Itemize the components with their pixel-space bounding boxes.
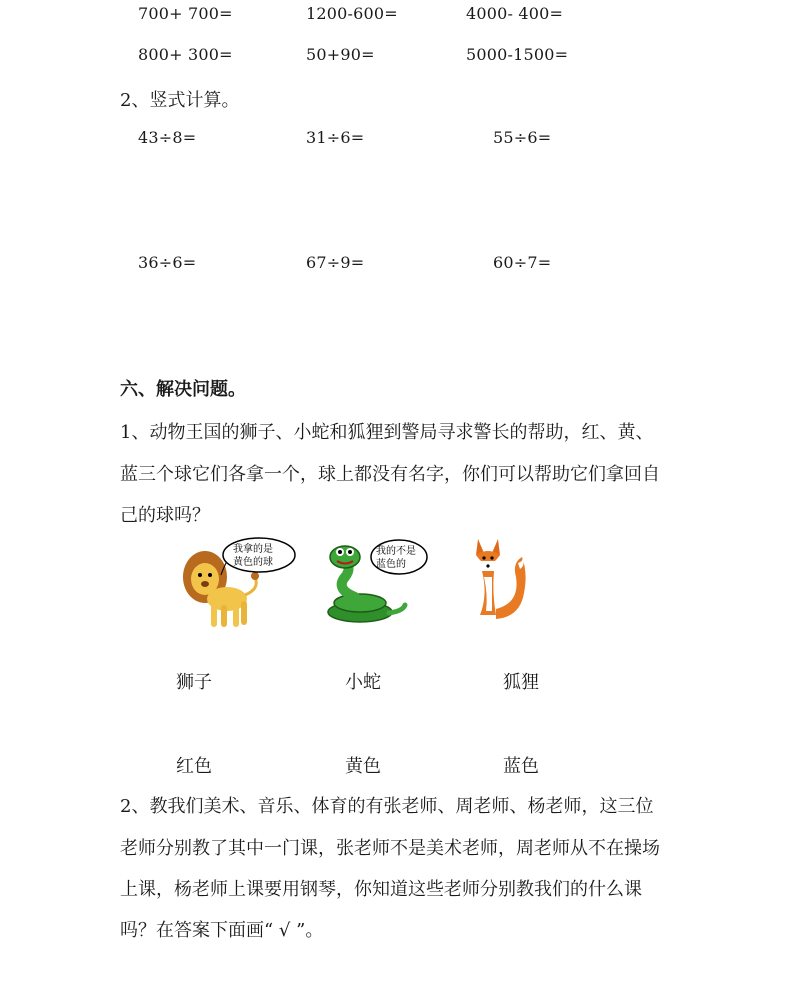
vertical-calc-2-2: 67÷9=	[306, 253, 365, 272]
vertical-calc-title: 2、竖式计算。	[120, 90, 240, 111]
color-yellow-label: 黄色	[345, 756, 381, 777]
animal-snake-label: 小蛇	[345, 672, 381, 693]
snake-speech	[376, 545, 416, 571]
vertical-calc-1-1: 43÷8=	[138, 128, 197, 147]
lion-speech-line-1: 我拿的是	[233, 544, 273, 555]
vertical-calc-2-3: 60÷7=	[493, 253, 552, 272]
oral-calc-2-2: 50+90=	[306, 45, 375, 64]
color-blue-label: 蓝色	[503, 756, 539, 777]
problem1-line-2: 蓝三个球它们各拿一个，球上都没有名字，你们可以帮助它们拿回自	[120, 464, 660, 485]
animal-fox-label: 狐狸	[503, 672, 539, 693]
vertical-calc-2-1: 36÷6=	[138, 253, 197, 272]
problem1-line-3: 己的球吗？	[120, 505, 210, 526]
animal-lion-label: 狮子	[176, 672, 212, 693]
snake-speech-line-1: 我的不是	[376, 546, 416, 557]
lion-speech	[233, 543, 273, 569]
color-red-label: 红色	[176, 756, 212, 777]
lion-speech-line-2: 黄色的球	[233, 557, 273, 568]
oral-calc-2-3: 5000-1500=	[466, 45, 569, 64]
oral-calc-1-3: 4000- 400=	[466, 4, 564, 23]
snake-illustration	[315, 537, 435, 632]
oral-calc-1-1: 700+ 700=	[138, 4, 233, 23]
oral-calc-2-1: 800+ 300=	[138, 45, 233, 64]
problem2-line-2: 老师分别教了其中一门课，张老师不是美术老师，周老师从不在操场	[120, 838, 660, 859]
oral-calc-1-2: 1200-600=	[306, 4, 398, 23]
snake-speech-line-2: 蓝色的	[376, 559, 406, 570]
problem1-line-1: 1、动物王国的狮子、小蛇和狐狸到警局寻求警长的帮助，红、黄、	[120, 422, 654, 443]
problem2-line-1: 2、教我们美术、音乐、体育的有张老师、周老师、杨老师，这三位	[120, 796, 654, 817]
problem2-line-3: 上课，杨老师上课要用钢琴，你知道这些老师分别教我们的什么课	[120, 879, 642, 900]
vertical-calc-1-3: 55÷6=	[493, 128, 552, 147]
problem2-line-4: 吗？在答案下面画“ √ ”。	[120, 920, 324, 941]
fox-illustration	[466, 533, 536, 628]
section6-title: 六、解决问题。	[120, 379, 246, 400]
vertical-calc-1-2: 31÷6=	[306, 128, 365, 147]
